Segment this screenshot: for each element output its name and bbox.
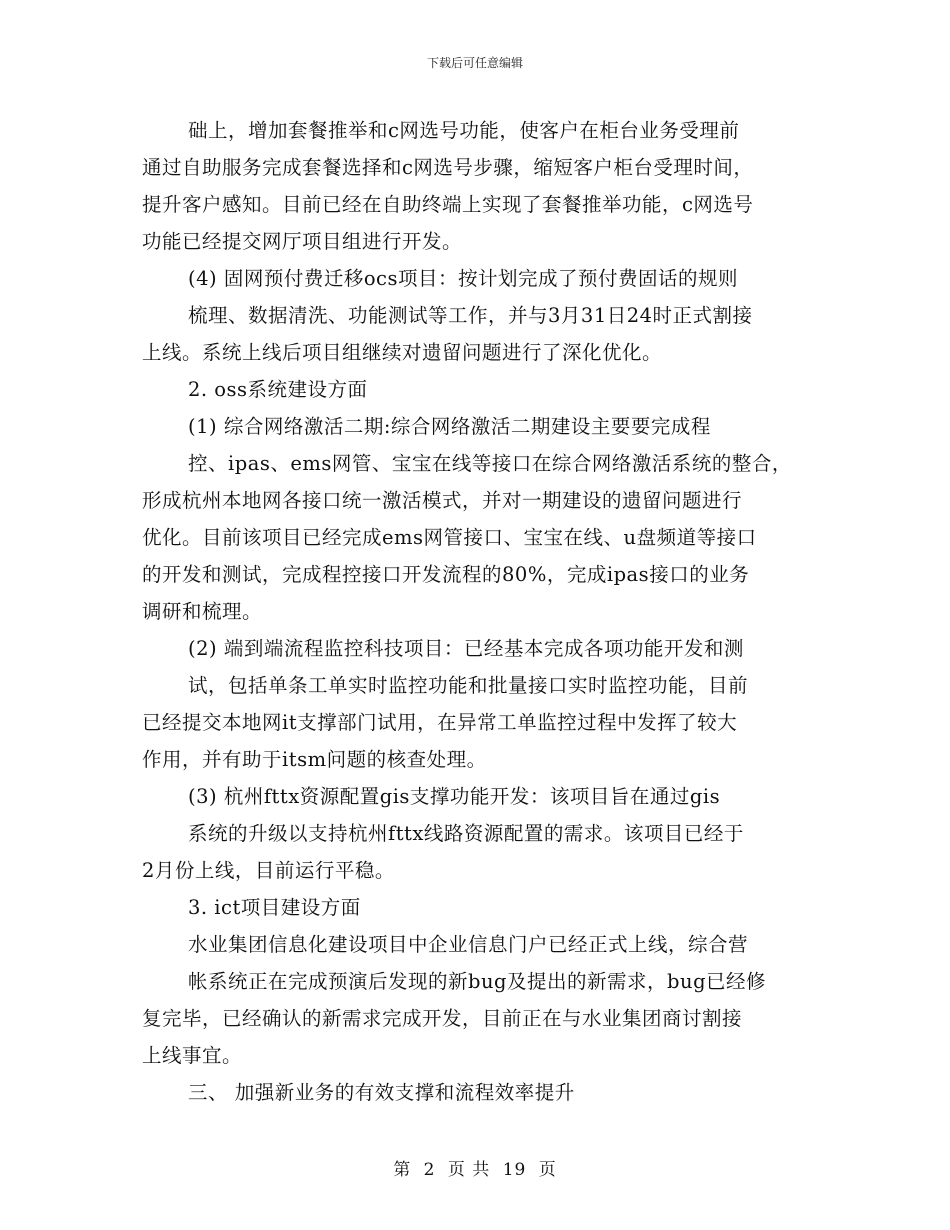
text-line: 功能已经提交网厅项目组进行开发。 [142, 230, 463, 253]
text-line: 梳理、数据清洗、功能测试等工作，并与3月31日24时正式割接 [188, 304, 753, 327]
text-line: 优化。目前该项目已经完成ems网管接口、宝宝在线、u盘频道等接口 [142, 526, 757, 549]
text-line: 水业集团信息化建设项目中企业信息门户已经正式上线，综合营 [188, 933, 749, 956]
text-line: 上线事宜。 [142, 1044, 243, 1067]
page-header: 下载后可任意编辑 [426, 56, 523, 70]
text-line: 调研和梳理。 [142, 600, 263, 623]
text-line: 3. ict项目建设方面 [188, 896, 361, 919]
text-line: (4) 固网预付费迁移ocs项目：按计划完成了预付费固话的规则 [188, 267, 738, 290]
page-footer [0, 1155, 950, 1180]
text-line: 控、ipas、ems网管、宝宝在线等接口在综合网络激活系统的整合， [188, 452, 792, 475]
text-line: 三、 加强新业务的有效支撑和流程效率提升 [188, 1081, 575, 1104]
text-line: 帐系统正在完成预演后发现的新bug及提出的新需求，bug已经修 [188, 970, 767, 993]
text-line: (1) 综合网络激活二期:综合网络激活二期建设主要要完成程 [188, 415, 711, 438]
text-line: 上线。系统上线后项目组继续对遗留问题进行了深化优化。 [142, 341, 663, 364]
text-line: 作用，并有助于itsm问题的核查处理。 [142, 748, 487, 771]
text-line: 已经提交本地网it支撑部门试用，在异常工单监控过程中发挥了较大 [142, 711, 738, 734]
text-line: 通过自助服务完成套餐选择和c网选号步骤，缩短客户柜台受理时间， [142, 156, 754, 179]
text-line: 系统的升级以支持杭州fttx线路资源配置的需求。该项目已经于 [188, 822, 744, 845]
text-line: 2. oss系统建设方面 [188, 378, 368, 401]
text-line: 础上，增加套餐推举和c网选号功能，使客户在柜台业务受理前 [188, 119, 740, 142]
text-line: 提升客户感知。目前已经在自助终端上实现了套餐推举功能，c网选号 [142, 193, 754, 216]
text-line: (3) 杭州fttx资源配置gis支撑功能开发：该项目旨在通过gis [188, 785, 721, 808]
text-line: 2月份上线，目前运行平稳。 [142, 859, 395, 882]
text-line: (2) 端到端流程监控科技项目：已经基本完成各项功能开发和测 [188, 637, 744, 660]
footer-prefix: 第 [393, 1160, 412, 1180]
footer-page-number: 2 [423, 1160, 436, 1180]
text-line: 试，包括单条工单实时监控功能和批量接口实时监控功能，目前 [188, 674, 749, 697]
footer-suffix: 页 [538, 1160, 557, 1180]
footer-middle: 页 共 [447, 1160, 491, 1180]
footer-total-pages: 19 [502, 1160, 527, 1180]
document-body [142, 112, 842, 1111]
text-line: 形成杭州本地网各接口统一激活模式，并对一期建设的遗留问题进行 [142, 489, 743, 512]
text-line: 复完毕，已经确认的新需求完成开发，目前正在与水业集团商讨割接 [142, 1007, 743, 1030]
text-line: 的开发和测试，完成程控接口开发流程的80%，完成ipas接口的业务 [142, 563, 750, 586]
